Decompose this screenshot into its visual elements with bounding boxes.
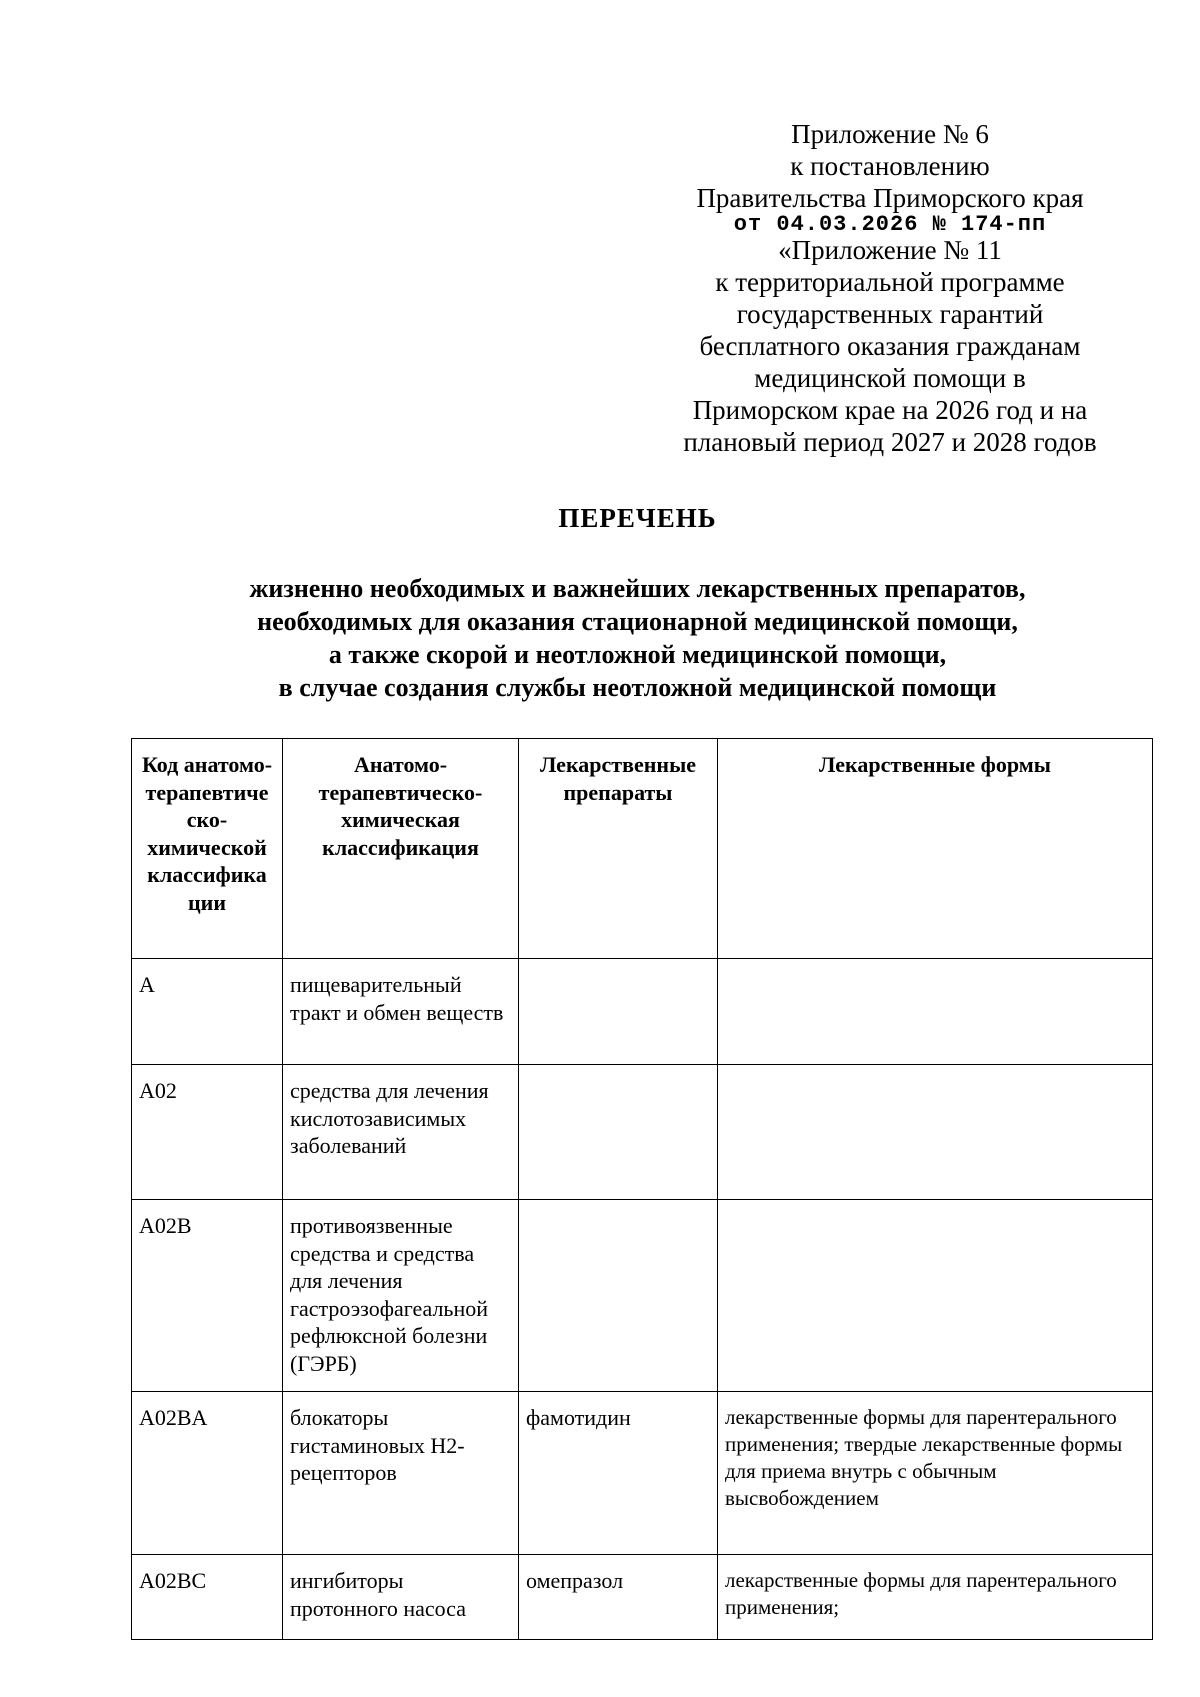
cell-atc: противоязвенные средства и средства для лечения гастроэзофагеальной рефлюксной болезни (ГЭРБ) xyxy=(283,1200,519,1392)
appendix-line: государственных гарантий xyxy=(736,299,1044,329)
drug-list-table xyxy=(131,738,1153,1640)
appendix-line: Приложение № 6 xyxy=(791,119,989,149)
appendix-header xyxy=(640,118,1140,458)
cell-drug: фамотидин xyxy=(519,1392,718,1555)
cell-drug: омепразол xyxy=(519,1555,718,1640)
header-code: Код анатомо-терапевтиче ско-химической классифика ции xyxy=(132,739,283,959)
header-forms: Лекарственные формы xyxy=(718,739,1153,959)
cell-code: A xyxy=(132,959,283,1065)
header-drug: Лекарственные препараты xyxy=(519,739,718,959)
table-row xyxy=(132,1065,1153,1200)
cell-code: A02BA xyxy=(132,1392,283,1555)
table-row xyxy=(132,1392,1153,1555)
cell-forms xyxy=(718,1200,1153,1392)
table-row xyxy=(132,1200,1153,1392)
cell-drug xyxy=(519,1200,718,1392)
appendix-line: плановый период 2027 и 2028 годов xyxy=(683,427,1097,457)
cell-atc: средства для лечения кислотозависимых заболеваний xyxy=(283,1065,519,1200)
appendix-line: медицинской помощи в xyxy=(754,363,1026,393)
cell-forms xyxy=(718,959,1153,1065)
cell-atc: блокаторы гистаминовых H2-рецепторов xyxy=(283,1392,519,1555)
decree-stamp: от 04.03.2026 № 174-пп xyxy=(733,212,1047,237)
table-row xyxy=(132,959,1153,1065)
subtitle-line: а также скорой и неотложной медицинской помощи, xyxy=(328,640,947,669)
cell-drug xyxy=(519,959,718,1065)
appendix-line: «Приложение № 11 xyxy=(778,235,1002,265)
appendix-line: Правительства Приморского края xyxy=(696,183,1084,213)
document-title: ПЕРЕЧЕНЬ xyxy=(558,503,717,533)
cell-code: A02B xyxy=(132,1200,283,1392)
cell-code: A02BC xyxy=(132,1555,283,1640)
table-header-row xyxy=(132,739,1153,959)
subtitle-line: необходимых для оказания стационарной медицинской помощи, xyxy=(257,607,1018,636)
cell-code: A02 xyxy=(132,1065,283,1200)
appendix-line: к территориальной программе xyxy=(715,267,1065,297)
appendix-line: к постановлению xyxy=(790,151,990,181)
document-subtitle xyxy=(0,572,1200,704)
appendix-line: Приморском крае на 2026 год и на xyxy=(692,395,1088,425)
cell-forms xyxy=(718,1065,1153,1200)
appendix-line: бесплатного оказания гражданам xyxy=(699,331,1081,361)
cell-atc: ингибиторы протонного насоса xyxy=(283,1555,519,1640)
cell-drug xyxy=(519,1065,718,1200)
subtitle-line: жизненно необходимых и важнейших лекарственных препаратов, xyxy=(249,574,1026,603)
cell-forms: лекарственные формы для парентерального применения; xyxy=(718,1555,1153,1640)
table-row xyxy=(132,1555,1153,1640)
header-atc: Анатомо-терапевтическо-химическая классификация xyxy=(283,739,519,959)
subtitle-line: в случае создания службы неотложной медицинской помощи xyxy=(278,673,997,702)
cell-forms: лекарственные формы для парентерального применения; твердые лекарственные формы для приема внутрь с обычным высвобождением xyxy=(718,1392,1153,1555)
cell-atc: пищеварительный тракт и обмен веществ xyxy=(283,959,519,1065)
